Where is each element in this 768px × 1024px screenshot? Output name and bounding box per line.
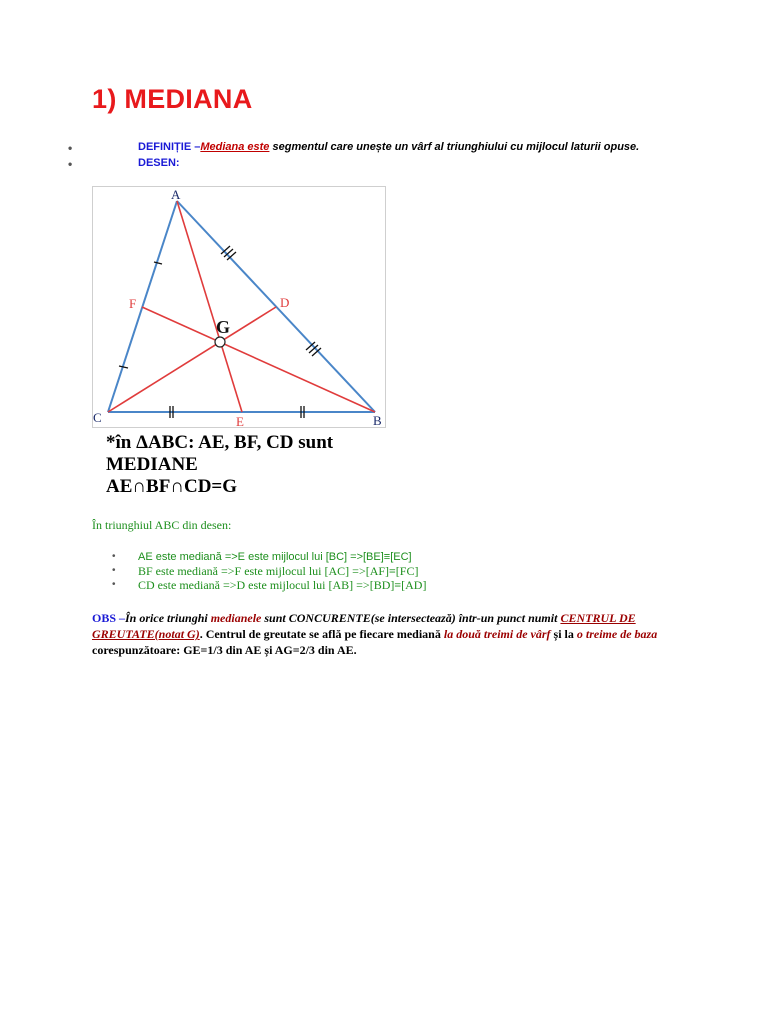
figure-frame: [93, 187, 386, 428]
vertex-b-label: B: [373, 413, 382, 428]
figure-caption: [106, 432, 333, 498]
obs-dash: –: [116, 611, 126, 625]
definition-term: Mediana este: [200, 141, 270, 153]
bullet-icon: •: [68, 157, 73, 171]
list-item-text: BF este mediană =>F este mijlocul lui [AC] =>[AF]≡[FC]: [138, 564, 419, 578]
bullet-icon: •: [112, 551, 116, 562]
obs-part-2: medianele: [210, 611, 262, 625]
observation-paragraph: [92, 610, 672, 658]
obs-part-1: În orice triunghi: [125, 611, 211, 625]
vertex-a-label: A: [171, 187, 181, 202]
caption-line-3: AE∩BF∩CD=G: [106, 476, 238, 497]
centroid-marker: [215, 337, 225, 347]
definition-line: [138, 141, 639, 153]
page-title: 1) MEDIANA: [92, 84, 253, 114]
caption-line-1: *în ΔABC: AE, BF, CD sunt: [106, 432, 334, 453]
midpoint-f-label: F: [129, 296, 137, 311]
obs-part-6: la două treimi de vârf: [443, 627, 551, 641]
caption-line-2: MEDIANE: [106, 454, 198, 475]
obs-part-4: CENTRUL DE GREUTATE(notat G): [92, 611, 636, 641]
obs-label: OBS: [92, 611, 117, 625]
definition-label: DEFINIȚIE –: [138, 141, 201, 153]
obs-part-3: sunt CONCURENTE(se intersectează) într-un punct numit: [261, 611, 561, 625]
obs-part-8: o treime de baza: [576, 627, 658, 641]
midpoint-d-label: D: [280, 295, 290, 310]
list-item-text: AE este mediană =>E este mijlocul lui [BC] =>[BE]≡[EC]: [138, 551, 412, 563]
obs-part-7: și la: [550, 627, 577, 641]
bullet-icon: •: [112, 565, 116, 576]
triangle-figure: [92, 186, 386, 428]
bullet-icon: •: [68, 141, 73, 155]
list-item-text: CD este mediană =>D este mijlocul lui [AB] =>[BD]≡[AD]: [138, 578, 427, 592]
drawing-label: DESEN:: [138, 157, 180, 169]
definition-text: segmentul care unește un vârf al triunghiului cu mijlocul laturii opuse.: [269, 141, 640, 153]
bullet-icon: •: [112, 579, 116, 590]
obs-part-9: corespunzătoare: GE=1/3 din AE și AG=2/3 din AE.: [92, 643, 357, 657]
centroid-label: G: [216, 317, 231, 337]
obs-part-5: . Centrul de greutate se află pe fiecare mediană: [199, 627, 444, 641]
vertex-c-label: C: [93, 410, 102, 425]
intro-text: În triunghiul ABC din desen:: [92, 518, 232, 532]
midpoint-e-label: E: [236, 414, 244, 428]
